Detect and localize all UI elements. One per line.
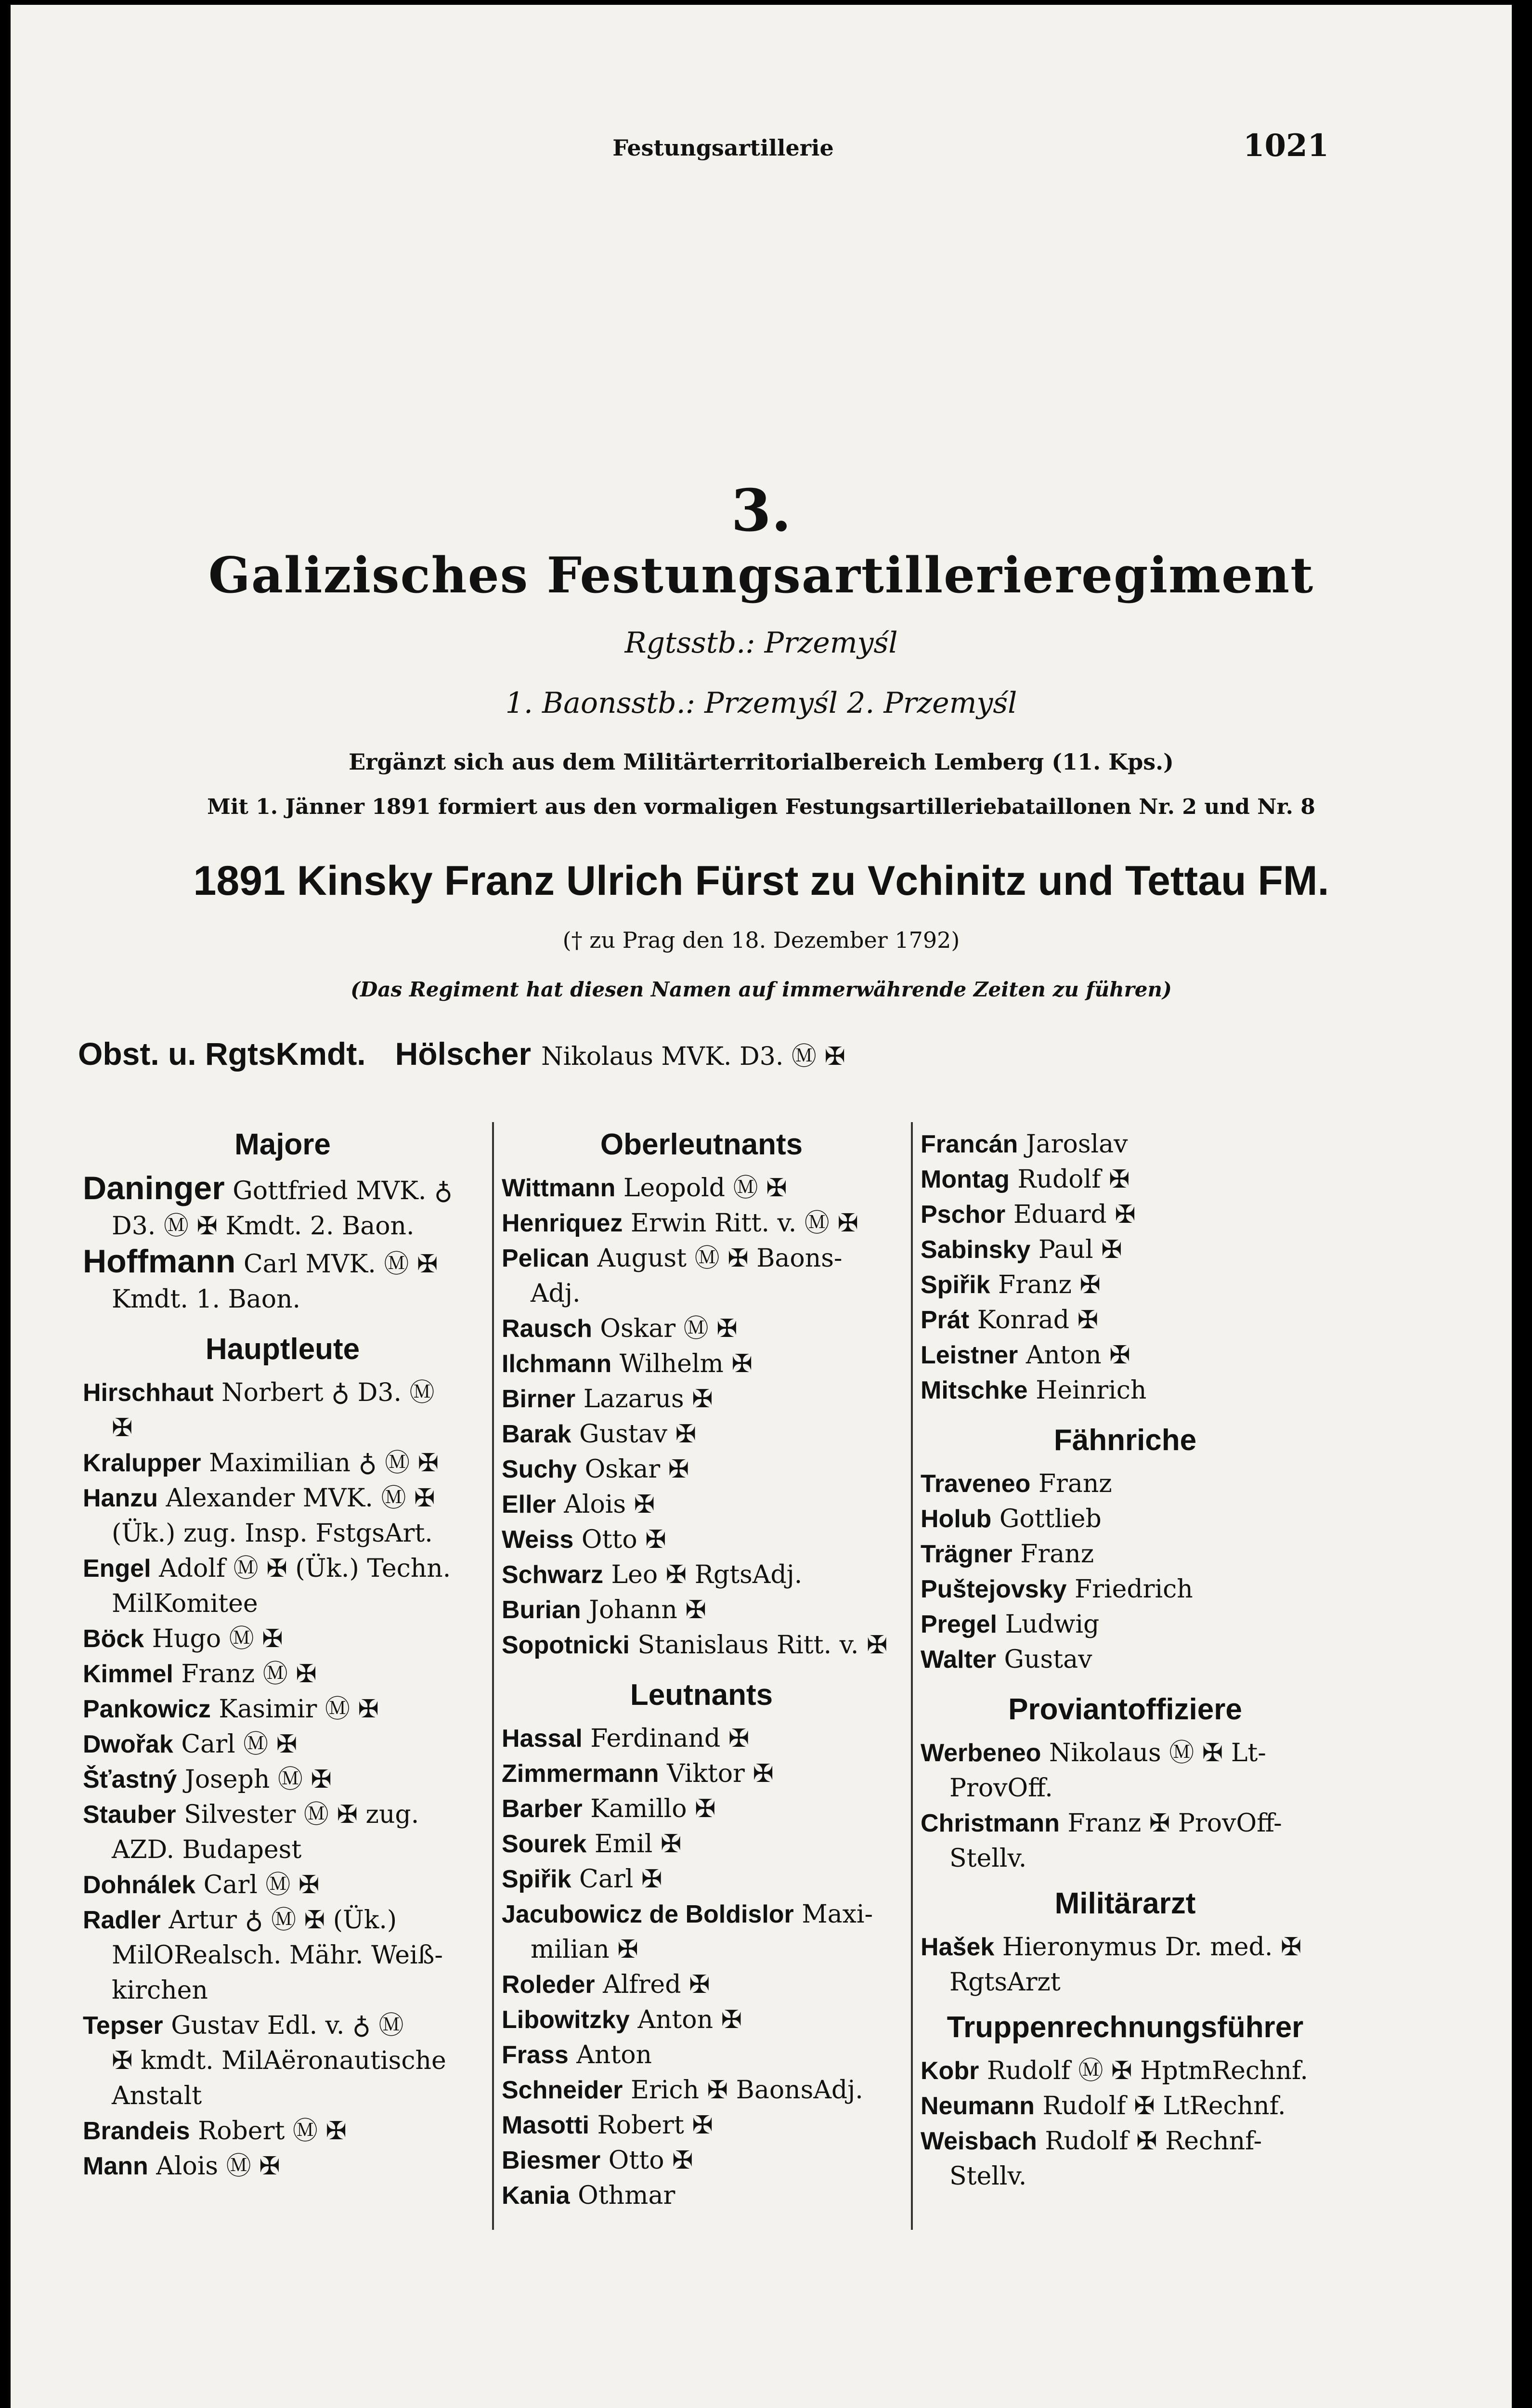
roster-entry bbox=[502, 1827, 901, 1862]
roster-entry bbox=[921, 1303, 1330, 1338]
commander-name: Hölscher bbox=[395, 1036, 532, 1072]
officer-details: Robert ✠ bbox=[597, 2111, 713, 2140]
roster-entry bbox=[921, 1268, 1330, 1303]
roster-entry bbox=[921, 1965, 1330, 2000]
officer-details: ✠ kmdt. MilAëronautische bbox=[112, 2046, 446, 2075]
officer-details: Alfred ✠ bbox=[603, 1970, 710, 1999]
officer-details: Franz ✠ bbox=[998, 1270, 1101, 1299]
regiment-owner: 1891 Kinsky Franz Ulrich Fürst zu Vchinitz und Tettau FM. bbox=[193, 858, 1329, 904]
officer-details: Johann ✠ bbox=[589, 1596, 706, 1624]
formation-note: Mit 1. Jänner 1891 formiert aus den vormaligen Festungsartilleriebataillonen Nr. 2 und Nr. 8 bbox=[207, 795, 1315, 819]
roster-entry bbox=[502, 1241, 901, 1276]
officer-details: Gustav bbox=[1004, 1645, 1092, 1674]
officer-surname: Henriquez bbox=[502, 1209, 623, 1237]
officer-details: Artur ♁ Ⓜ ✠ (Ük.) bbox=[169, 1906, 397, 1935]
officer-details: Eduard ✠ bbox=[1013, 1200, 1136, 1229]
name-perpetuity-note: (Das Regiment hat diesen Namen auf immerwährende Zeiten zu führen) bbox=[351, 978, 1172, 1001]
officer-surname: Mitschke bbox=[921, 1376, 1028, 1404]
roster-entry bbox=[502, 2038, 901, 2073]
officer-details: Carl MVK. Ⓜ ✠ bbox=[243, 1250, 438, 1279]
roster-entry bbox=[502, 1792, 901, 1827]
officer-surname: Mann bbox=[83, 2152, 148, 2180]
section-heading: Hauptleute bbox=[205, 1333, 360, 1366]
officer-details: MilORealsch. Mähr. Weiß- bbox=[112, 1941, 443, 1970]
section-heading: Proviantoffiziere bbox=[1008, 1693, 1242, 1726]
officer-details: Stellv. bbox=[949, 1844, 1027, 1873]
roster-entry bbox=[921, 1806, 1330, 1841]
roster-entry bbox=[83, 2079, 482, 2114]
officer-details: Carl Ⓜ ✠ bbox=[203, 1871, 320, 1899]
battalion-staffs: 1. Baonsstb.: Przemyśl 2. Przemyśl bbox=[505, 686, 1017, 720]
roster-entry bbox=[921, 1841, 1330, 1876]
officer-surname: Masotti bbox=[502, 2111, 589, 2139]
officer-surname: Neumann bbox=[921, 2092, 1035, 2120]
roster-entry bbox=[921, 1607, 1330, 1642]
roster-entry bbox=[921, 1642, 1330, 1677]
officer-surname: Francán bbox=[921, 1130, 1018, 1158]
officer-surname: Ilchmann bbox=[502, 1350, 612, 1378]
roster-entry bbox=[921, 1537, 1330, 1572]
officer-details: Anton ✠ bbox=[637, 2005, 742, 2034]
officer-details: Kamillo ✠ bbox=[590, 1794, 716, 1823]
roster-entry bbox=[502, 2143, 901, 2178]
officer-details: Oskar ✠ bbox=[584, 1455, 689, 1484]
officer-details: Alois Ⓜ ✠ bbox=[156, 2152, 280, 2181]
officer-details: Maximilian ♁ Ⓜ ✠ bbox=[209, 1449, 439, 1478]
owner-death-note: († zu Prag den 18. Dezember 1792) bbox=[562, 927, 960, 953]
roster-entry bbox=[921, 1930, 1330, 1965]
roster-entry bbox=[502, 1452, 901, 1487]
officer-surname: Pelican bbox=[502, 1244, 590, 1272]
roster-entry bbox=[83, 1209, 482, 1244]
roster-entry bbox=[83, 1868, 482, 1903]
officer-surname: Schwarz bbox=[502, 1561, 603, 1589]
roster-entry bbox=[502, 1417, 901, 1452]
officer-surname: Christmann bbox=[921, 1809, 1060, 1837]
officer-surname: Pschor bbox=[921, 1201, 1006, 1229]
officer-surname: Radler bbox=[83, 1906, 161, 1934]
officer-surname: Hanzu bbox=[83, 1484, 158, 1512]
officer-surname: Engel bbox=[83, 1555, 151, 1583]
roster-entry bbox=[83, 2043, 482, 2079]
officer-details: Leo ✠ RgtsAdj. bbox=[611, 1560, 803, 1589]
page-number: 1021 bbox=[1243, 128, 1329, 164]
officer-details: Otto ✠ bbox=[581, 1525, 666, 1554]
officer-details: Anstalt bbox=[112, 2081, 202, 2110]
roster-entry bbox=[921, 2124, 1330, 2159]
officer-surname: Hirschhaut bbox=[83, 1379, 214, 1407]
officer-surname: Walter bbox=[921, 1646, 996, 1674]
roster-entry bbox=[921, 1771, 1330, 1806]
officer-surname: Eller bbox=[502, 1491, 556, 1518]
roster-entry bbox=[502, 1932, 901, 1967]
officer-surname: Spiřik bbox=[502, 1865, 571, 1893]
roster-entry bbox=[502, 1557, 901, 1593]
officer-details: Franz bbox=[1038, 1469, 1112, 1498]
officer-surname: Barber bbox=[502, 1795, 583, 1823]
officer-details: Lazarus ✠ bbox=[583, 1385, 713, 1413]
officer-surname: Dwořak bbox=[83, 1730, 173, 1758]
roster-entry bbox=[83, 2008, 482, 2043]
roster-entry bbox=[502, 1382, 901, 1417]
roster-entry bbox=[83, 1762, 482, 1797]
roster-entry bbox=[502, 1311, 901, 1347]
officer-details: milian ✠ bbox=[531, 1935, 638, 1964]
officer-details: Heinrich bbox=[1036, 1376, 1147, 1405]
officer-surname: Kimmel bbox=[83, 1660, 173, 1688]
regiment-number: 3. bbox=[731, 477, 792, 545]
officer-details: Silvester Ⓜ ✠ zug. bbox=[184, 1800, 419, 1829]
column-divider-1 bbox=[492, 1122, 494, 2230]
officer-details: kirchen bbox=[112, 1976, 208, 2005]
roster-entry bbox=[83, 1446, 482, 1481]
officer-details: Stellv. bbox=[949, 2162, 1027, 2191]
roster-entry bbox=[83, 1411, 482, 1446]
officer-surname: Trägner bbox=[921, 1540, 1013, 1568]
officer-details: ProvOff. bbox=[949, 1774, 1053, 1803]
roster-entry bbox=[502, 1897, 901, 1932]
officer-details: Hugo Ⓜ ✠ bbox=[152, 1624, 283, 1653]
roster-entry bbox=[502, 2073, 901, 2108]
officer-details: Alexander MVK. Ⓜ ✠ bbox=[166, 1484, 435, 1513]
section-heading: Oberleutnants bbox=[600, 1128, 803, 1161]
officer-details: Stanislaus Ritt. v. ✠ bbox=[637, 1631, 888, 1660]
officer-details: Wilhelm ✠ bbox=[619, 1349, 753, 1378]
roster-entry bbox=[921, 1572, 1330, 1607]
officer-details: Gustav Edl. v. ♁ Ⓜ bbox=[171, 2011, 404, 2040]
officer-details: Adj. bbox=[531, 1279, 581, 1308]
roster-entry bbox=[502, 1628, 901, 1663]
officer-surname: Biesmer bbox=[502, 2146, 601, 2174]
column-oberleutnants-leutnants bbox=[502, 1127, 901, 2213]
officer-surname: Šťastný bbox=[83, 1766, 177, 1793]
officer-details: Joseph Ⓜ ✠ bbox=[184, 1765, 332, 1794]
roster-entry bbox=[83, 1657, 482, 1692]
officer-details: August Ⓜ ✠ Baons- bbox=[597, 1244, 843, 1273]
officer-details: Carl Ⓜ ✠ bbox=[181, 1730, 298, 1759]
roster-entry bbox=[921, 2054, 1330, 2089]
officer-surname: Daninger bbox=[83, 1170, 225, 1206]
roster-entry bbox=[502, 1206, 901, 1241]
officer-details: Franz Ⓜ ✠ bbox=[181, 1660, 317, 1688]
roster-entry bbox=[83, 1171, 482, 1209]
officer-details: D3. Ⓜ ✠ Kmdt. 2. Baon. bbox=[112, 1212, 415, 1241]
officer-details: RgtsArzt bbox=[949, 1968, 1061, 1997]
officer-details: Anton bbox=[576, 2041, 652, 2069]
roster-entry bbox=[502, 1276, 901, 1311]
officer-surname: Rausch bbox=[502, 1315, 592, 1343]
officer-details: Franz bbox=[1020, 1540, 1094, 1569]
officer-details: Friedrich bbox=[1075, 1575, 1193, 1604]
officer-surname: Dohnálek bbox=[83, 1871, 196, 1899]
regiment-staff: Rgtsstb.: Przemyśl bbox=[624, 626, 898, 660]
roster-entry bbox=[83, 1727, 482, 1762]
roster-entry bbox=[502, 1593, 901, 1628]
officer-details: Viktor ✠ bbox=[667, 1759, 774, 1788]
roster-entry bbox=[921, 1162, 1330, 1197]
roster-entry bbox=[83, 1938, 482, 1973]
officer-details: Alois ✠ bbox=[564, 1490, 655, 1519]
roster-entry bbox=[83, 1692, 482, 1727]
column-divider-2 bbox=[911, 1122, 913, 2230]
roster-entry bbox=[502, 1347, 901, 1382]
column-majore-hauptleute bbox=[83, 1127, 482, 2184]
officer-details: MilKomitee bbox=[112, 1589, 258, 1618]
section-heading: Leutnants bbox=[630, 1678, 773, 1712]
officer-details: Adolf Ⓜ ✠ (Ük.) Techn. bbox=[159, 1554, 451, 1583]
roster-entry bbox=[83, 1973, 482, 2008]
section-heading: Truppenrechnungsführer bbox=[947, 2011, 1304, 2044]
officer-details: Kmdt. 1. Baon. bbox=[112, 1285, 301, 1314]
officer-details: Rudolf Ⓜ ✠ HptmRechnf. bbox=[987, 2056, 1308, 2085]
officer-surname: Spiřik bbox=[921, 1271, 990, 1299]
officer-details: Gottfried MVK. ♁ bbox=[233, 1177, 453, 1205]
roster-entry bbox=[502, 1171, 901, 1206]
officer-details: Erwin Ritt. v. Ⓜ ✠ bbox=[630, 1209, 858, 1238]
roster-entry bbox=[921, 2089, 1330, 2124]
officer-surname: Birner bbox=[502, 1385, 576, 1413]
officer-surname: Hassal bbox=[502, 1725, 583, 1753]
roster-entry bbox=[83, 1903, 482, 1938]
officer-details: Nikolaus Ⓜ ✠ Lt- bbox=[1049, 1739, 1266, 1767]
officer-surname: Böck bbox=[83, 1625, 144, 1653]
column-leutnants-fahnriche bbox=[921, 1127, 1330, 2194]
officer-surname: Suchy bbox=[502, 1455, 577, 1483]
officer-details: (Ük.) zug. Insp. FstgsArt. bbox=[112, 1519, 433, 1548]
officer-surname: Sourek bbox=[502, 1830, 587, 1858]
officer-details: Rudolf ✠ Rechnf- bbox=[1045, 2127, 1262, 2156]
officer-details: Konrad ✠ bbox=[977, 1306, 1099, 1335]
officer-surname: Kralupper bbox=[83, 1449, 201, 1477]
officer-details: Norbert ♁ D3. Ⓜ bbox=[221, 1378, 435, 1407]
roster-entry bbox=[921, 1736, 1330, 1771]
officer-surname: Frass bbox=[502, 2041, 569, 2069]
book-page bbox=[11, 5, 1512, 2408]
officer-surname: Pregel bbox=[921, 1610, 997, 1638]
officer-details: AZD. Budapest bbox=[112, 1835, 302, 1864]
officer-surname: Prát bbox=[921, 1306, 970, 1334]
officer-surname: Barak bbox=[502, 1420, 571, 1448]
officer-details: Kasimir Ⓜ ✠ bbox=[219, 1695, 379, 1724]
officer-surname: Kobr bbox=[921, 2057, 979, 2085]
officer-details: ✠ bbox=[112, 1413, 133, 1442]
officer-surname: Sabinsky bbox=[921, 1236, 1031, 1264]
roster-entry bbox=[921, 1373, 1330, 1408]
commander-line bbox=[78, 1035, 845, 1073]
officer-surname: Leistner bbox=[921, 1341, 1018, 1369]
roster-entry bbox=[921, 1197, 1330, 1232]
officer-surname: Stauber bbox=[83, 1801, 176, 1829]
roster-entry bbox=[83, 2114, 482, 2149]
officer-surname: Holub bbox=[921, 1505, 992, 1533]
roster-entry bbox=[921, 1338, 1330, 1373]
officer-surname: Puštejovsky bbox=[921, 1575, 1067, 1603]
officer-details: Emil ✠ bbox=[594, 1830, 682, 1858]
roster-entry bbox=[83, 1375, 482, 1411]
officer-surname: Traveneo bbox=[921, 1470, 1031, 1498]
officer-details: Erich ✠ BaonsAdj. bbox=[630, 2076, 863, 2105]
section-heading: Fähnriche bbox=[1053, 1424, 1197, 1457]
officer-details: Oskar Ⓜ ✠ bbox=[600, 1314, 738, 1343]
officer-surname: Kania bbox=[502, 2182, 570, 2210]
roster-entry bbox=[83, 1586, 482, 1622]
officer-surname: Burian bbox=[502, 1596, 581, 1624]
roster-entry bbox=[502, 1721, 901, 1756]
roster-entry bbox=[502, 2178, 901, 2213]
officer-details: Ludwig bbox=[1005, 1610, 1100, 1639]
roster-entry bbox=[83, 1481, 482, 1516]
roster-entry bbox=[921, 1466, 1330, 1502]
officer-details: Otto ✠ bbox=[608, 2146, 693, 2175]
officer-surname: Tepser bbox=[83, 2012, 163, 2040]
roster-entry bbox=[921, 1232, 1330, 1268]
roster-entry bbox=[83, 1516, 482, 1551]
roster-entry bbox=[921, 1127, 1330, 1162]
officer-surname: Roleder bbox=[502, 1971, 595, 1999]
officer-surname: Libowitzky bbox=[502, 2006, 630, 2034]
regiment-name: Galizisches Festungsartillerieregiment bbox=[208, 547, 1314, 604]
officer-details: Robert Ⓜ ✠ bbox=[198, 2117, 347, 2146]
officer-details: Othmar bbox=[578, 2181, 675, 2210]
officer-surname: Weiss bbox=[502, 1526, 574, 1554]
officer-details: Rudolf ✠ LtRechnf. bbox=[1042, 2092, 1286, 2120]
roster-entry bbox=[83, 1797, 482, 1832]
roster-entry bbox=[502, 2002, 901, 2038]
roster-entry bbox=[502, 1487, 901, 1522]
officer-surname: Sopotnicki bbox=[502, 1631, 630, 1659]
section-heading: Majore bbox=[234, 1128, 331, 1161]
roster-entry bbox=[502, 1862, 901, 1897]
officer-details: Leopold Ⓜ ✠ bbox=[623, 1174, 787, 1203]
roster-entry bbox=[83, 1244, 482, 1282]
officer-details: Jaroslav bbox=[1026, 1130, 1128, 1159]
roster-entry bbox=[502, 1756, 901, 1792]
roster-entry bbox=[921, 2159, 1330, 2194]
officer-details: Paul ✠ bbox=[1038, 1235, 1122, 1264]
officer-surname: Zimmermann bbox=[502, 1760, 659, 1788]
roster-entry bbox=[83, 1622, 482, 1657]
officer-surname: Weisbach bbox=[921, 2127, 1037, 2155]
roster-entry bbox=[83, 1832, 482, 1868]
section-heading: Militärarzt bbox=[1054, 1887, 1196, 1920]
officer-details: Ferdinand ✠ bbox=[590, 1724, 750, 1753]
officer-surname: Hašek bbox=[921, 1933, 995, 1961]
officer-surname: Wittmann bbox=[502, 1174, 616, 1202]
officer-surname: Schneider bbox=[502, 2076, 623, 2104]
officer-details: Carl ✠ bbox=[579, 1865, 662, 1894]
officer-details: Gottlieb bbox=[999, 1505, 1102, 1533]
officer-details: Maxi- bbox=[802, 1900, 873, 1929]
officer-details: Rudolf ✠ bbox=[1017, 1165, 1130, 1194]
officer-details: Anton ✠ bbox=[1026, 1341, 1130, 1370]
roster-entry bbox=[83, 1551, 482, 1586]
officer-surname: Pankowicz bbox=[83, 1695, 211, 1723]
officer-details: Franz ✠ ProvOff- bbox=[1067, 1809, 1282, 1838]
officer-surname: Brandeis bbox=[83, 2117, 190, 2145]
roster-entry bbox=[83, 1282, 482, 1317]
officer-surname: Werbeneo bbox=[921, 1739, 1041, 1767]
roster-entry bbox=[502, 1967, 901, 2002]
roster-entry bbox=[921, 1502, 1330, 1537]
officer-surname: Hoffmann bbox=[83, 1243, 236, 1280]
officer-details: Gustav ✠ bbox=[579, 1420, 697, 1449]
commander-details: Nikolaus MVK. D3. Ⓜ ✠ bbox=[541, 1042, 845, 1071]
roster-entry bbox=[502, 2108, 901, 2143]
recruitment-note: Ergänzt sich aus dem Militärterritorialbereich Lemberg (11. Kps.) bbox=[349, 749, 1174, 775]
commander-label: Obst. u. RgtsKmdt. bbox=[78, 1036, 366, 1072]
officer-details: Hieronymus Dr. med. ✠ bbox=[1002, 1933, 1302, 1962]
officer-surname: Montag bbox=[921, 1165, 1010, 1193]
officer-surname: Jacubowicz de Boldislor bbox=[502, 1900, 794, 1928]
running-title: Festungsartillerie bbox=[612, 135, 834, 161]
roster-entry bbox=[502, 1522, 901, 1557]
roster-entry bbox=[83, 2149, 482, 2184]
